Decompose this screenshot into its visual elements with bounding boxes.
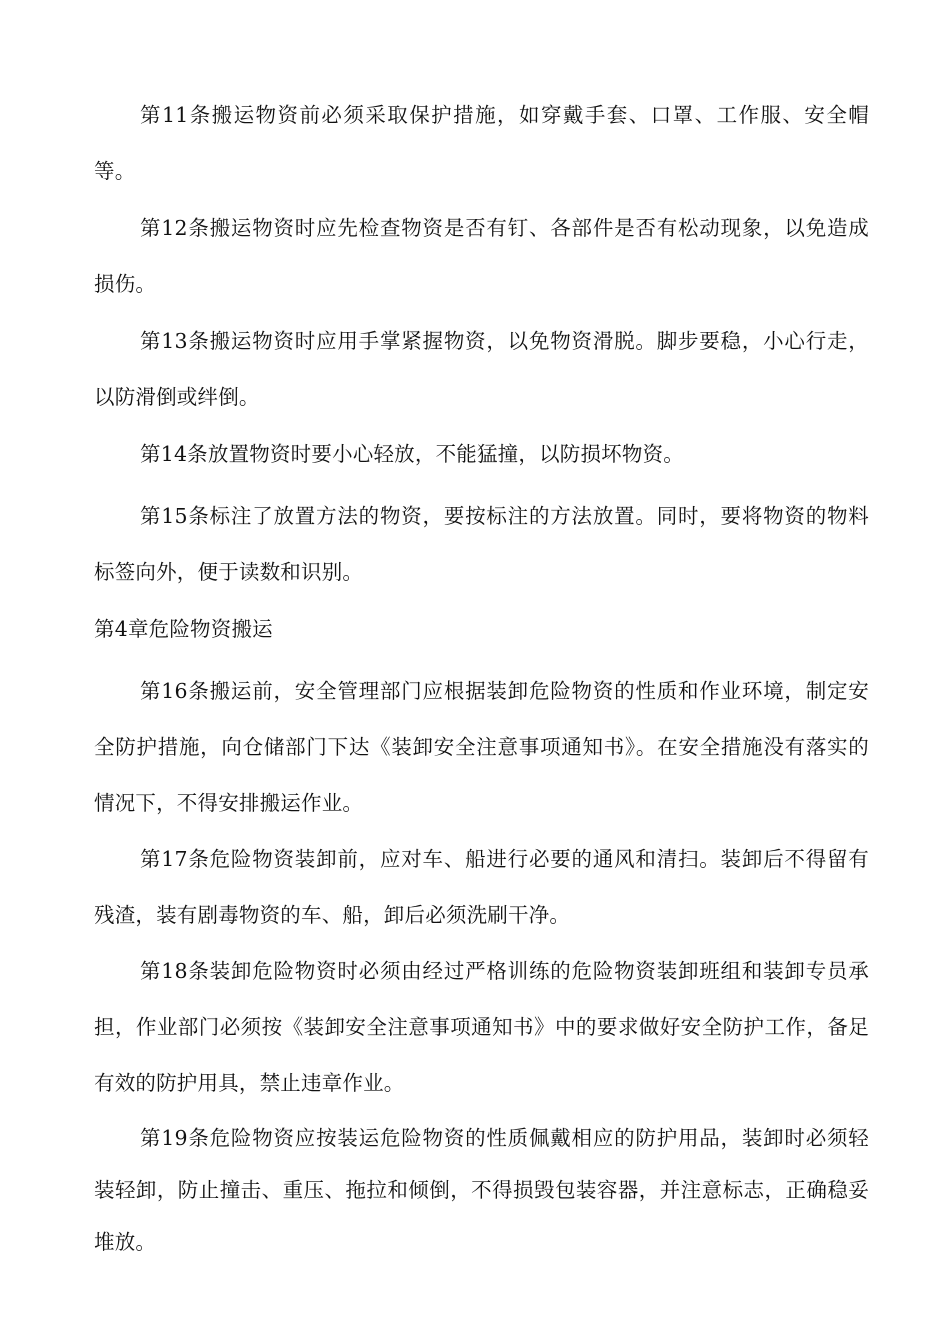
article-13-paragraph: 第13条搬运物资时应用手掌紧握物资，以免物资滑脱。脚步要稳，小心行走，以防滑倒或绊倒。: [94, 329, 869, 409]
article-18-paragraph: 第18条装卸危险物资时必须由经过严格训练的危险物资装卸班组和装卸专员承担，作业部门必须按《装卸安全注意事项通知书》中的要求做好安全防护工作，备足有效的防护用具，禁止违章作业。: [94, 959, 869, 1095]
article-19-paragraph: 第19条危险物资应按装运危险物资的性质佩戴相应的防护用品，装卸时必须轻装轻卸，防止撞击、重压、拖拉和倾倒，不得损毁包装容器，并注意标志，正确稳妥堆放。: [94, 1126, 869, 1254]
chapter-4-heading: 第4章危险物资搬运: [94, 617, 273, 641]
article-12-paragraph: 第12条搬运物资时应先检查物资是否有钉、各部件是否有松动现象，以免造成损伤。: [94, 216, 869, 296]
article-17-paragraph: 第17条危险物资装卸前，应对车、船进行必要的通风和清扫。装卸后不得留有残渣，装有剧毒物资的车、船，卸后必须洗刷干净。: [94, 847, 869, 927]
article-16-paragraph: 第16条搬运前，安全管理部门应根据装卸危险物资的性质和作业环境，制定安全防护措施，向仓储部门下达《装卸安全注意事项通知书》。在安全措施没有落实的情况下，不得安排搬运作业。: [94, 679, 869, 815]
article-11-paragraph: 第11条搬运物资前必须采取保护措施，如穿戴手套、口罩、工作服、安全帽等。: [94, 103, 869, 183]
article-14-paragraph: 第14条放置物资时要小心轻放，不能猛撞，以防损坏物资。: [140, 442, 684, 466]
article-15-paragraph: 第15条标注了放置方法的物资，要按标注的方法放置。同时，要将物资的物料标签向外，便于读数和识别。: [94, 504, 869, 584]
